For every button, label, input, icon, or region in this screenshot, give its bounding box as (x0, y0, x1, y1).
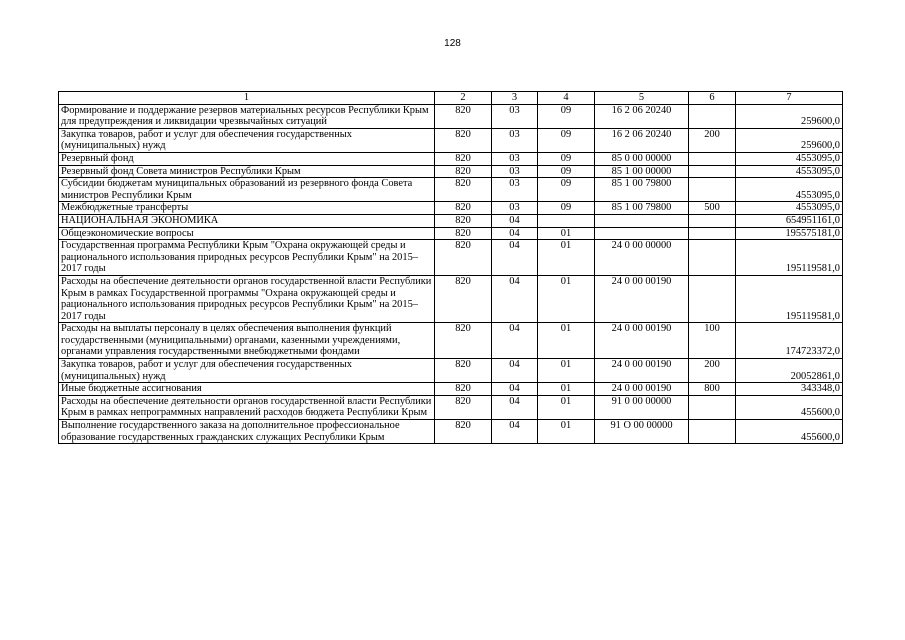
row-name-cell: Государственная программа Республики Крым "Охрана окружающей среды и рационального использования природных ресурсов Республики Крым" на 2015–2017 годы (59, 240, 435, 276)
subsection-cell: 01 (538, 359, 595, 383)
table-row (59, 275, 843, 322)
amount-cell: 195575181,0 (736, 227, 843, 240)
target-article-cell: 24 0 00 00190 (595, 323, 689, 359)
table-row (59, 165, 843, 178)
subsection-cell: 01 (538, 383, 595, 396)
row-name-cell: Расходы на обеспечение деятельности органов государственной власти Республики Крым в рамках непрограммных направлений расходов бюджета Республики Крым (59, 395, 435, 419)
section-cell: 03 (492, 152, 538, 165)
row-name-cell: Резервный фонд Совета министров Республики Крым (59, 165, 435, 178)
table-row (59, 104, 843, 128)
amount-cell: 654951161,0 (736, 214, 843, 227)
rzpr-code-cell: 820 (435, 152, 492, 165)
row-name-cell: Расходы на обеспечение деятельности органов государственной власти Республики Крым в рамках Государственной программы "Охрана окружающей среды и рационального использования природных ресурсов Республики Крым" на 2015–2017 годы (59, 275, 435, 322)
target-article-cell: 85 0 00 00000 (595, 152, 689, 165)
subsection-cell: 01 (538, 323, 595, 359)
subsection-cell: 09 (538, 202, 595, 215)
amount-cell: 259600,0 (736, 104, 843, 128)
target-article-cell: 24 0 00 00190 (595, 275, 689, 322)
rzpr-code-cell: 820 (435, 227, 492, 240)
header-cell: 2 (435, 92, 492, 105)
subsection-cell: 01 (538, 240, 595, 276)
section-cell: 03 (492, 104, 538, 128)
target-article-cell: 24 0 00 00190 (595, 383, 689, 396)
expense-type-cell (689, 395, 736, 419)
target-article-cell: 91 О 00 00000 (595, 420, 689, 444)
section-cell: 04 (492, 227, 538, 240)
target-article-cell: 85 1 00 00000 (595, 165, 689, 178)
target-article-cell: 16 2 06 20240 (595, 128, 689, 152)
section-cell: 03 (492, 178, 538, 202)
row-name-cell: Субсидии бюджетам муниципальных образований из резервного фонда Совета министров Республики Крым (59, 178, 435, 202)
section-cell: 04 (492, 383, 538, 396)
table-row (59, 152, 843, 165)
subsection-cell (538, 214, 595, 227)
rzpr-code-cell: 820 (435, 420, 492, 444)
section-cell: 04 (492, 395, 538, 419)
row-name-cell: Расходы на выплаты персоналу в целях обеспечения выполнения функций государственными (муниципальными) органами, казенными учреждениями, органами управления государственными внебюджетными фондами (59, 323, 435, 359)
subsection-cell: 09 (538, 128, 595, 152)
section-cell: 04 (492, 240, 538, 276)
amount-cell: 4553095,0 (736, 152, 843, 165)
target-article-cell (595, 227, 689, 240)
amount-cell: 4553095,0 (736, 178, 843, 202)
rzpr-code-cell: 820 (435, 395, 492, 419)
expense-type-cell: 100 (689, 323, 736, 359)
target-article-cell: 24 0 00 00000 (595, 240, 689, 276)
target-article-cell (595, 214, 689, 227)
expense-type-cell (689, 420, 736, 444)
header-cell: 1 (59, 92, 435, 105)
amount-cell: 174723372,0 (736, 323, 843, 359)
table-row (59, 240, 843, 276)
row-name-cell: Формирование и поддержание резервов материальных ресурсов Республики Крым для предупреждения и ликвидации чрезвычайных ситуаций (59, 104, 435, 128)
subsection-cell: 09 (538, 104, 595, 128)
expense-type-cell: 200 (689, 359, 736, 383)
header-cell: 7 (736, 92, 843, 105)
amount-cell: 20052861,0 (736, 359, 843, 383)
target-article-cell: 16 2 06 20240 (595, 104, 689, 128)
target-article-cell: 85 1 00 79800 (595, 178, 689, 202)
row-name-cell: Резервный фонд (59, 152, 435, 165)
table-row (59, 359, 843, 383)
expense-type-cell: 800 (689, 383, 736, 396)
section-cell: 04 (492, 420, 538, 444)
table-header-row (59, 92, 843, 105)
row-name-cell: Выполнение государственного заказа на дополнительное профессиональное образование государственных гражданских служащих Республики Крым (59, 420, 435, 444)
amount-cell: 195119581,0 (736, 240, 843, 276)
section-cell: 04 (492, 359, 538, 383)
header-cell: 4 (538, 92, 595, 105)
expense-type-cell (689, 227, 736, 240)
expense-type-cell (689, 275, 736, 322)
rzpr-code-cell: 820 (435, 178, 492, 202)
amount-cell: 4553095,0 (736, 202, 843, 215)
table-row (59, 178, 843, 202)
table-row (59, 420, 843, 444)
expense-type-cell (689, 165, 736, 178)
section-cell: 04 (492, 275, 538, 322)
header-cell: 6 (689, 92, 736, 105)
expense-type-cell (689, 104, 736, 128)
rzpr-code-cell: 820 (435, 128, 492, 152)
rzpr-code-cell: 820 (435, 323, 492, 359)
amount-cell: 259600,0 (736, 128, 843, 152)
expense-type-cell (689, 152, 736, 165)
subsection-cell: 01 (538, 227, 595, 240)
section-cell: 03 (492, 202, 538, 215)
row-name-cell: НАЦИОНАЛЬНАЯ ЭКОНОМИКА (59, 214, 435, 227)
row-name-cell: Межбюджетные трансферты (59, 202, 435, 215)
section-cell: 03 (492, 165, 538, 178)
rzpr-code-cell: 820 (435, 240, 492, 276)
table-row (59, 227, 843, 240)
amount-cell: 195119581,0 (736, 275, 843, 322)
section-cell: 04 (492, 323, 538, 359)
expense-type-cell (689, 214, 736, 227)
row-name-cell: Закупка товаров, работ и услуг для обеспечения государственных (муниципальных) нужд (59, 359, 435, 383)
expense-type-cell: 500 (689, 202, 736, 215)
row-name-cell: Закупка товаров, работ и услуг для обеспечения государственных (муниципальных) нужд (59, 128, 435, 152)
table-row (59, 395, 843, 419)
table-row (59, 128, 843, 152)
subsection-cell: 09 (538, 178, 595, 202)
expense-type-cell (689, 178, 736, 202)
rzpr-code-cell: 820 (435, 202, 492, 215)
subsection-cell: 01 (538, 395, 595, 419)
table-row (59, 202, 843, 215)
rzpr-code-cell: 820 (435, 383, 492, 396)
header-cell: 3 (492, 92, 538, 105)
target-article-cell: 85 1 00 79800 (595, 202, 689, 215)
expense-type-cell: 200 (689, 128, 736, 152)
rzpr-code-cell: 820 (435, 214, 492, 227)
amount-cell: 4553095,0 (736, 165, 843, 178)
section-cell: 03 (492, 128, 538, 152)
target-article-cell: 91 0 00 00000 (595, 395, 689, 419)
subsection-cell: 01 (538, 420, 595, 444)
amount-cell: 455600,0 (736, 420, 843, 444)
section-cell: 04 (492, 214, 538, 227)
row-name-cell: Общеэкономические вопросы (59, 227, 435, 240)
table-row (59, 323, 843, 359)
table-row (59, 383, 843, 396)
page-number: 128 (444, 38, 461, 49)
subsection-cell: 09 (538, 165, 595, 178)
expense-type-cell (689, 240, 736, 276)
subsection-cell: 09 (538, 152, 595, 165)
row-name-cell: Иные бюджетные ассигнования (59, 383, 435, 396)
subsection-cell: 01 (538, 275, 595, 322)
rzpr-code-cell: 820 (435, 359, 492, 383)
target-article-cell: 24 0 00 00190 (595, 359, 689, 383)
rzpr-code-cell: 820 (435, 104, 492, 128)
rzpr-code-cell: 820 (435, 165, 492, 178)
table-row (59, 214, 843, 227)
header-cell: 5 (595, 92, 689, 105)
amount-cell: 455600,0 (736, 395, 843, 419)
budget-table (58, 91, 843, 444)
rzpr-code-cell: 820 (435, 275, 492, 322)
amount-cell: 343348,0 (736, 383, 843, 396)
